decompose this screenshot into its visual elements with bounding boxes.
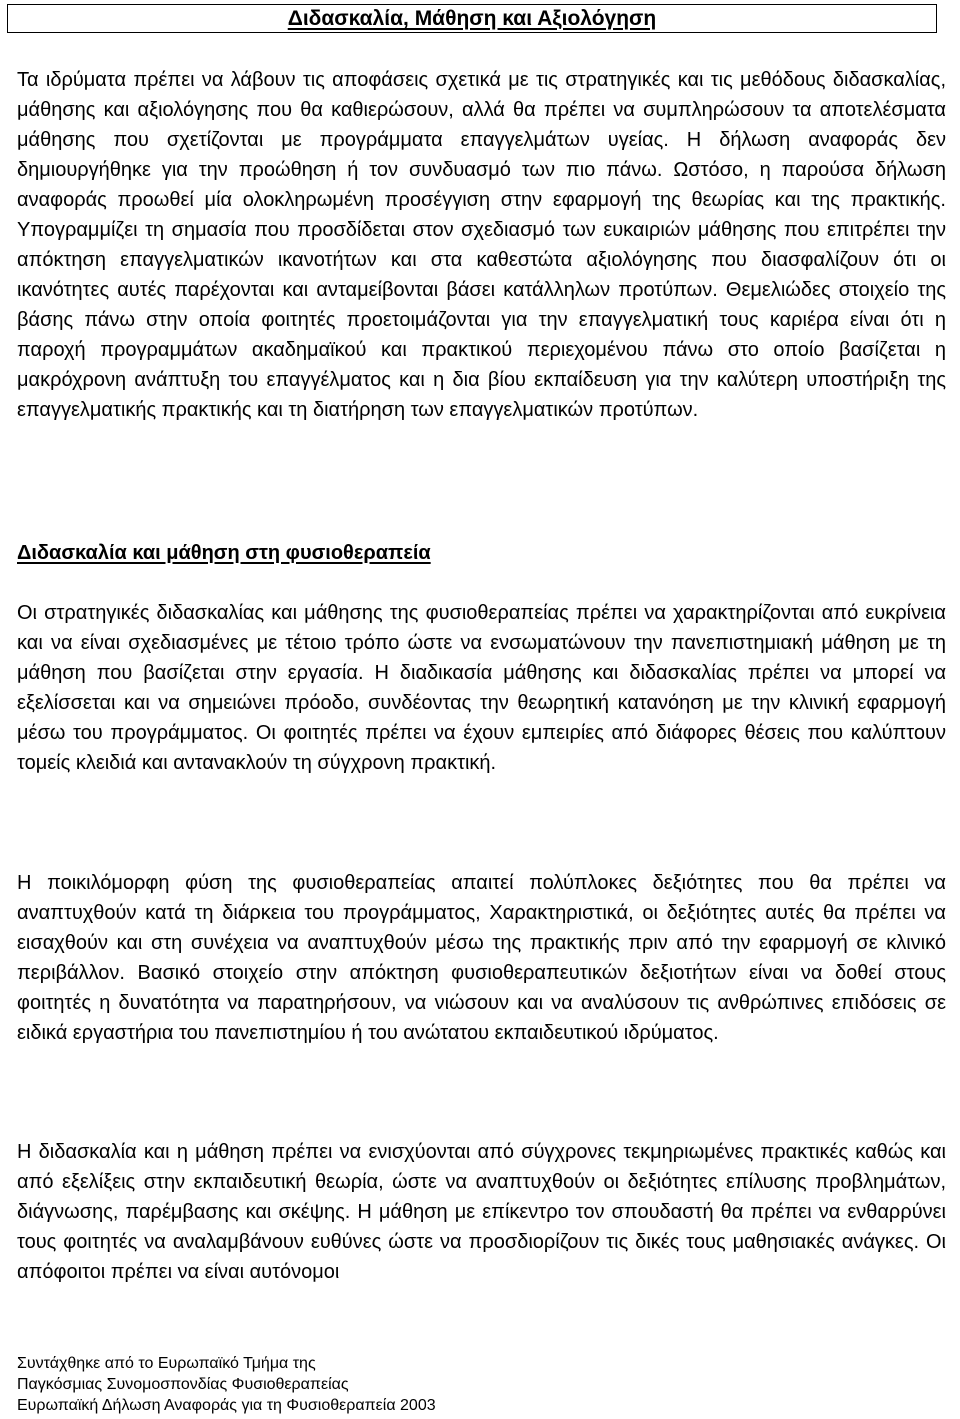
- paragraph-teaching-strategies: Οι στρατηγικές διδασκαλίας και μάθησης της φυσιοθεραπείας πρέπει να χαρακτηρίζονται από ευκρίνεια και να είναι σχεδιασμένες με τέτοιο τρόπο ώστε να ενσωματώνουν την πανεπιστημιακή μάθηση με τη μάθηση που βασίζεται στην εργασία. Η διαδικασία μάθησης και διδασκαλίας πρέπει να μπορεί να εξελίσσεται και να σημειώνει πρόοδο, συνδέοντας την θεωρητική κατανόηση με την κλινική εφαρμογή μέσω του προγράμματος. Οι φοιτητές πρέπει να έχουν εμπειρίες από διάφορες θέσεις που καλύπτουν τομείς κλειδιά και αντανακλούν τη σύγχρονη πρακτική.: [17, 602, 946, 774]
- section-heading: Διδασκαλία και μάθηση στη φυσιοθεραπεία: [17, 542, 431, 564]
- document-title-box: [7, 4, 937, 33]
- footer-line-3: Ευρωπαϊκή Δήλωση Αναφοράς για τη Φυσιοθεραπεία 2003: [17, 1397, 436, 1414]
- page-footer: [17, 1353, 436, 1416]
- paragraph-intro: Τα ιδρύματα πρέπει να λάβουν τις αποφάσεις σχετικά με τις στρατηγικές και τις μεθόδους διδασκαλίας, μάθησης και αξιολόγησης που θα καθιερώσουν, αλλά θα πρέπει να συμπληρώσουν τα αποτελέσματα μάθησης που σχετίζονται με προγράμματα επαγγελμάτων υγείας. Η δήλωση αναφοράς δεν δημιουργήθηκε για την προώθηση ή τον συνδυασμό των πιο πάνω. Ωστόσο, η παρούσα δήλωση αναφοράς προωθεί μία ολοκληρωμένη προσέγγιση στην εφαρμογή της θεωρίας και της πρακτικής. Υπογραμμίζει τη σημασία που προσδίδεται στον σχεδιασμό των ευκαιριών μάθησης που επιτρέπει την απόκτηση επαγγελματικών ικανοτήτων και στα καθεστώτα αξιολόγησης που διασφαλίζουν ότι οι ικανότητες αυτές παρέχονται και ανταμείβονται βάσει κατάλληλων προτύπων. Θεμελιώδες στοιχείο της βάσης πάνω στην οποία φοιτητές προετοιμάζονται για την επαγγελματική τους καριέρα είναι ότι η παροχή προγραμμάτων ακαδημαϊκού και πρακτικού περιεχομένου πάνω στο οποίο βασίζεται η μακρόχρονη ανάπτυξη του επαγγέλματος και η δια βίου εκπαίδευση για την καλύτερη υποστήριξη της επαγγελματικής πρακτικής και τη διατήρηση των επαγγελματικών προτύπων.: [17, 69, 946, 421]
- footer-line-1: Συντάχθηκε από το Ευρωπαϊκό Τμήμα της: [17, 1355, 316, 1372]
- footer-line-2: Παγκόσμιας Συνομοσπονδίας Φυσιοθεραπείας: [17, 1376, 349, 1393]
- paragraph-learning: Η διδασκαλία και η μάθηση πρέπει να ενισχύονται από σύγχρονες τεκμηριωμένες πρακτικές καθώς και από εξελίξεις στην εκπαιδευτική θεωρία, ώστε να αναπτυχθούν οι δεξιότητες επίλυσης προβλημάτων, διάγνωσης, παρέμβασης και σκέψης. Η μάθηση με επίκεντρο τον σπουδαστή θα πρέπει να ενθαρρύνει τους φοιτητές να αναλαμβάνουν ευθύνες ώστε να προσδιορίζουν τις δικές τους μαθησιακές ανάγκες. Οι απόφοιτοι πρέπει να είναι αυτόνομοι: [17, 1141, 946, 1283]
- paragraph-skills: Η ποικιλόμορφη φύση της φυσιοθεραπείας απαιτεί πολύπλοκες δεξιότητες που θα πρέπει να αναπτυχθούν κατά τη διάρκεια του προγράμματος, Χαρακτηριστικά, οι δεξιότητες αυτές θα πρέπει να εισαχθούν και στη συνέχεια να αναπτυχθούν μέσω της πρακτικής πριν από την εφαρμογή σε κλινικό περιβάλλον. Βασικό στοιχείο στην απόκτηση φυσιοθεραπευτικών δεξιοτήτων είναι να δοθεί στους φοιτητές η δυνατότητα να παρατηρήσουν, να νιώσουν και να αναλύσουν τις ανθρώπινες επιδόσεις σε ειδικά εργαστήρια του πανεπιστημίου ή του ανώτατου εκπαιδευτικού ιδρύματος.: [17, 872, 946, 1044]
- document-title: Διδασκαλία, Μάθηση και Αξιολόγηση: [287, 7, 657, 30]
